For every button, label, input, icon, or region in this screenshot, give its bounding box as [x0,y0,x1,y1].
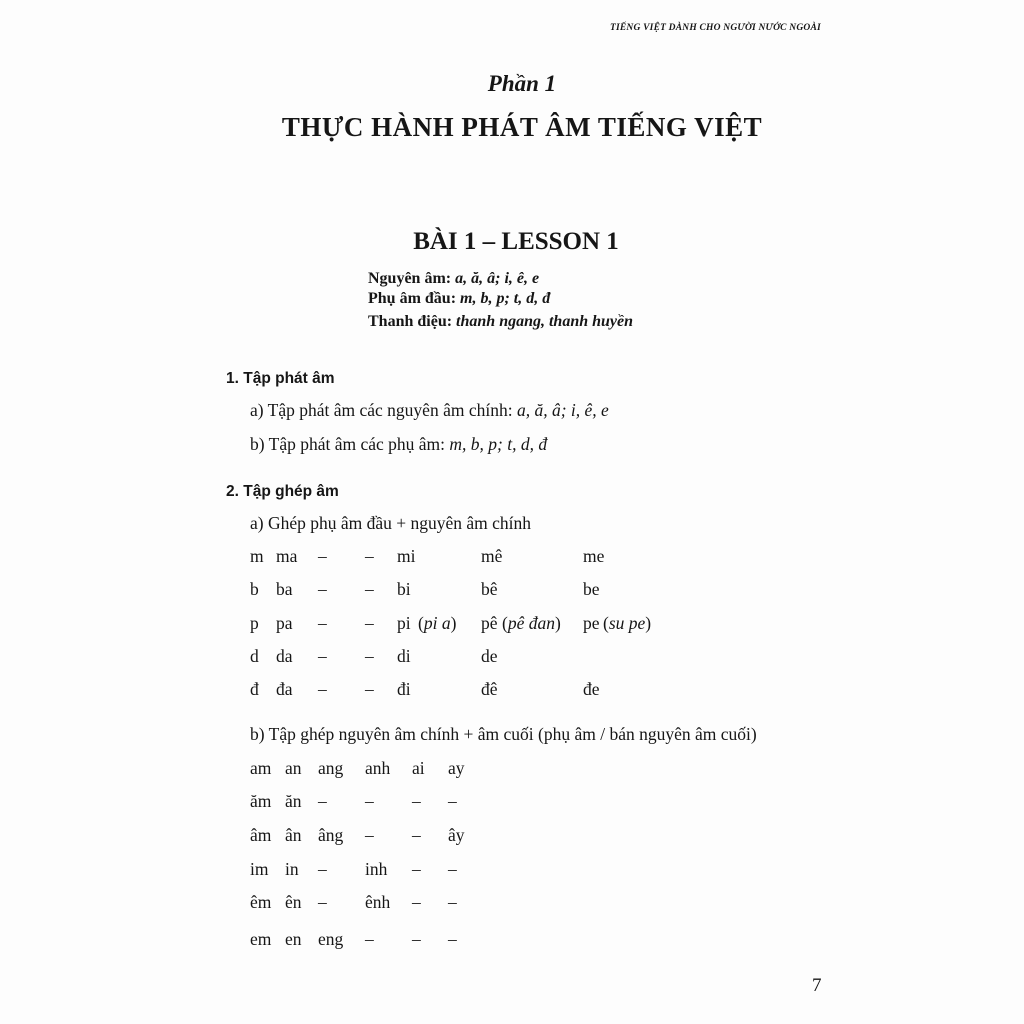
section-1-heading: 1. Tập phát âm [226,370,335,387]
table-a-cell: di [397,646,411,666]
table-b-cell: âm [250,825,272,845]
table-a-cell: b [250,579,259,599]
table-b-cell: – [318,791,327,811]
table-b-cell: – [412,791,421,811]
table-a-cell: – [318,613,327,633]
table-b-cell: ân [285,825,302,845]
table-b-cell: – [448,929,457,949]
table-a-cell: đ [250,679,259,699]
table-a-cell: đe [583,679,600,699]
table-a-cell: m [250,546,264,566]
table-a-cell: be [583,579,600,599]
table-b-cell: – [318,892,327,912]
table-a-cell: ba [276,579,293,599]
table-b-cell: ay [448,758,465,778]
table-a-cell: – [318,679,327,699]
table-b-cell: ăm [250,791,272,811]
table-b-cell: ang [318,758,344,778]
part-b-label: b) Tập ghép nguyên âm chính + âm cuối (phụ âm / bán nguyên âm cuối) [250,724,757,744]
table-b-cell: âng [318,825,344,845]
table-b-cell: an [285,758,302,778]
part-a-label: a) Ghép phụ âm đầu + nguyên âm chính [250,513,532,533]
table-b-cell: ai [412,758,425,778]
table-b-cell: ênh [365,892,391,912]
table-b-cell: – [448,892,457,912]
table-b-cell: – [365,929,374,949]
table-b-cell: inh [365,859,388,879]
table-a-cell: mi [397,546,416,566]
example-word: (pi a) [418,613,457,633]
table-b-cell: ây [448,825,465,845]
table-b-cell: – [318,859,327,879]
table-a-cell: pe [583,613,600,633]
table-b-cell: – [448,791,457,811]
table-a-cell: – [318,579,327,599]
table-a-cell: pa [276,613,293,633]
table-a-cell: pi [397,613,411,633]
table-a-cell: ma [276,546,298,566]
table-a-cell: – [365,546,374,566]
example-word: (pê đan) [502,613,561,633]
table-b-cell: in [285,859,299,879]
table-a-cell: me [583,546,605,566]
table-b-cell: – [365,791,374,811]
table-a-cell: de [481,646,498,666]
table-b-cell: ăn [285,791,302,811]
table-a-cell: đi [397,679,411,699]
table-a-cell: – [365,579,374,599]
table-b-cell: – [448,859,457,879]
table-a-cell: da [276,646,293,666]
page-number: 7 [812,975,822,996]
table-a-cell: p [250,613,259,633]
lesson-vowels: Nguyên âm: a, ă, â; i, ê, e [368,270,540,287]
table-a-cell: bê [481,579,498,599]
table-b-cell: – [412,929,421,949]
table-b-cell: im [250,859,269,879]
table-a-cell: đa [276,679,293,699]
lesson-tones: Thanh điệu: thanh ngang, thanh huyền [368,313,634,330]
table-b-cell: – [412,825,421,845]
table-a-cell: d [250,646,259,666]
table-b-cell: anh [365,758,391,778]
section-1-item-a: a) Tập phát âm các nguyên âm chính: a, ă, â; i, ê, e [250,400,609,420]
table-b-cell: – [412,892,421,912]
table-b-cell: am [250,758,272,778]
table-a-cell: – [365,679,374,699]
table-a-cell: mê [481,546,503,566]
table-b-cell: en [285,929,302,949]
table-b-cell: – [365,825,374,845]
table-a-cell: – [365,646,374,666]
section-1-item-b: b) Tập phát âm các phụ âm: m, b, p; t, d, đ [250,434,548,454]
table-b-cell: eng [318,929,344,949]
table-a-cell: – [365,613,374,633]
table-b-cell: êm [250,892,272,912]
table-a-cell: bi [397,579,411,599]
table-b-cell: em [250,929,272,949]
lesson-consonants: Phụ âm đầu: m, b, p; t, d, đ [368,290,551,307]
lesson-title: BÀI 1 – LESSON 1 [413,228,619,255]
running-header: TIẾNG VIỆT DÀNH CHO NGƯỜI NƯỚC NGOÀI [610,23,821,33]
table-a-cell: – [318,646,327,666]
part-label: Phần 1 [487,71,557,96]
section-2-heading: 2. Tập ghép âm [226,483,339,500]
table-a-cell: – [318,546,327,566]
table-b-cell: – [412,859,421,879]
example-word: (su pe) [603,613,652,633]
part-title: THỰC HÀNH PHÁT ÂM TIẾNG VIỆT [281,112,763,142]
table-a-cell: pê [481,613,498,633]
table-b-cell: ên [285,892,302,912]
table-a-cell: đê [481,679,498,699]
